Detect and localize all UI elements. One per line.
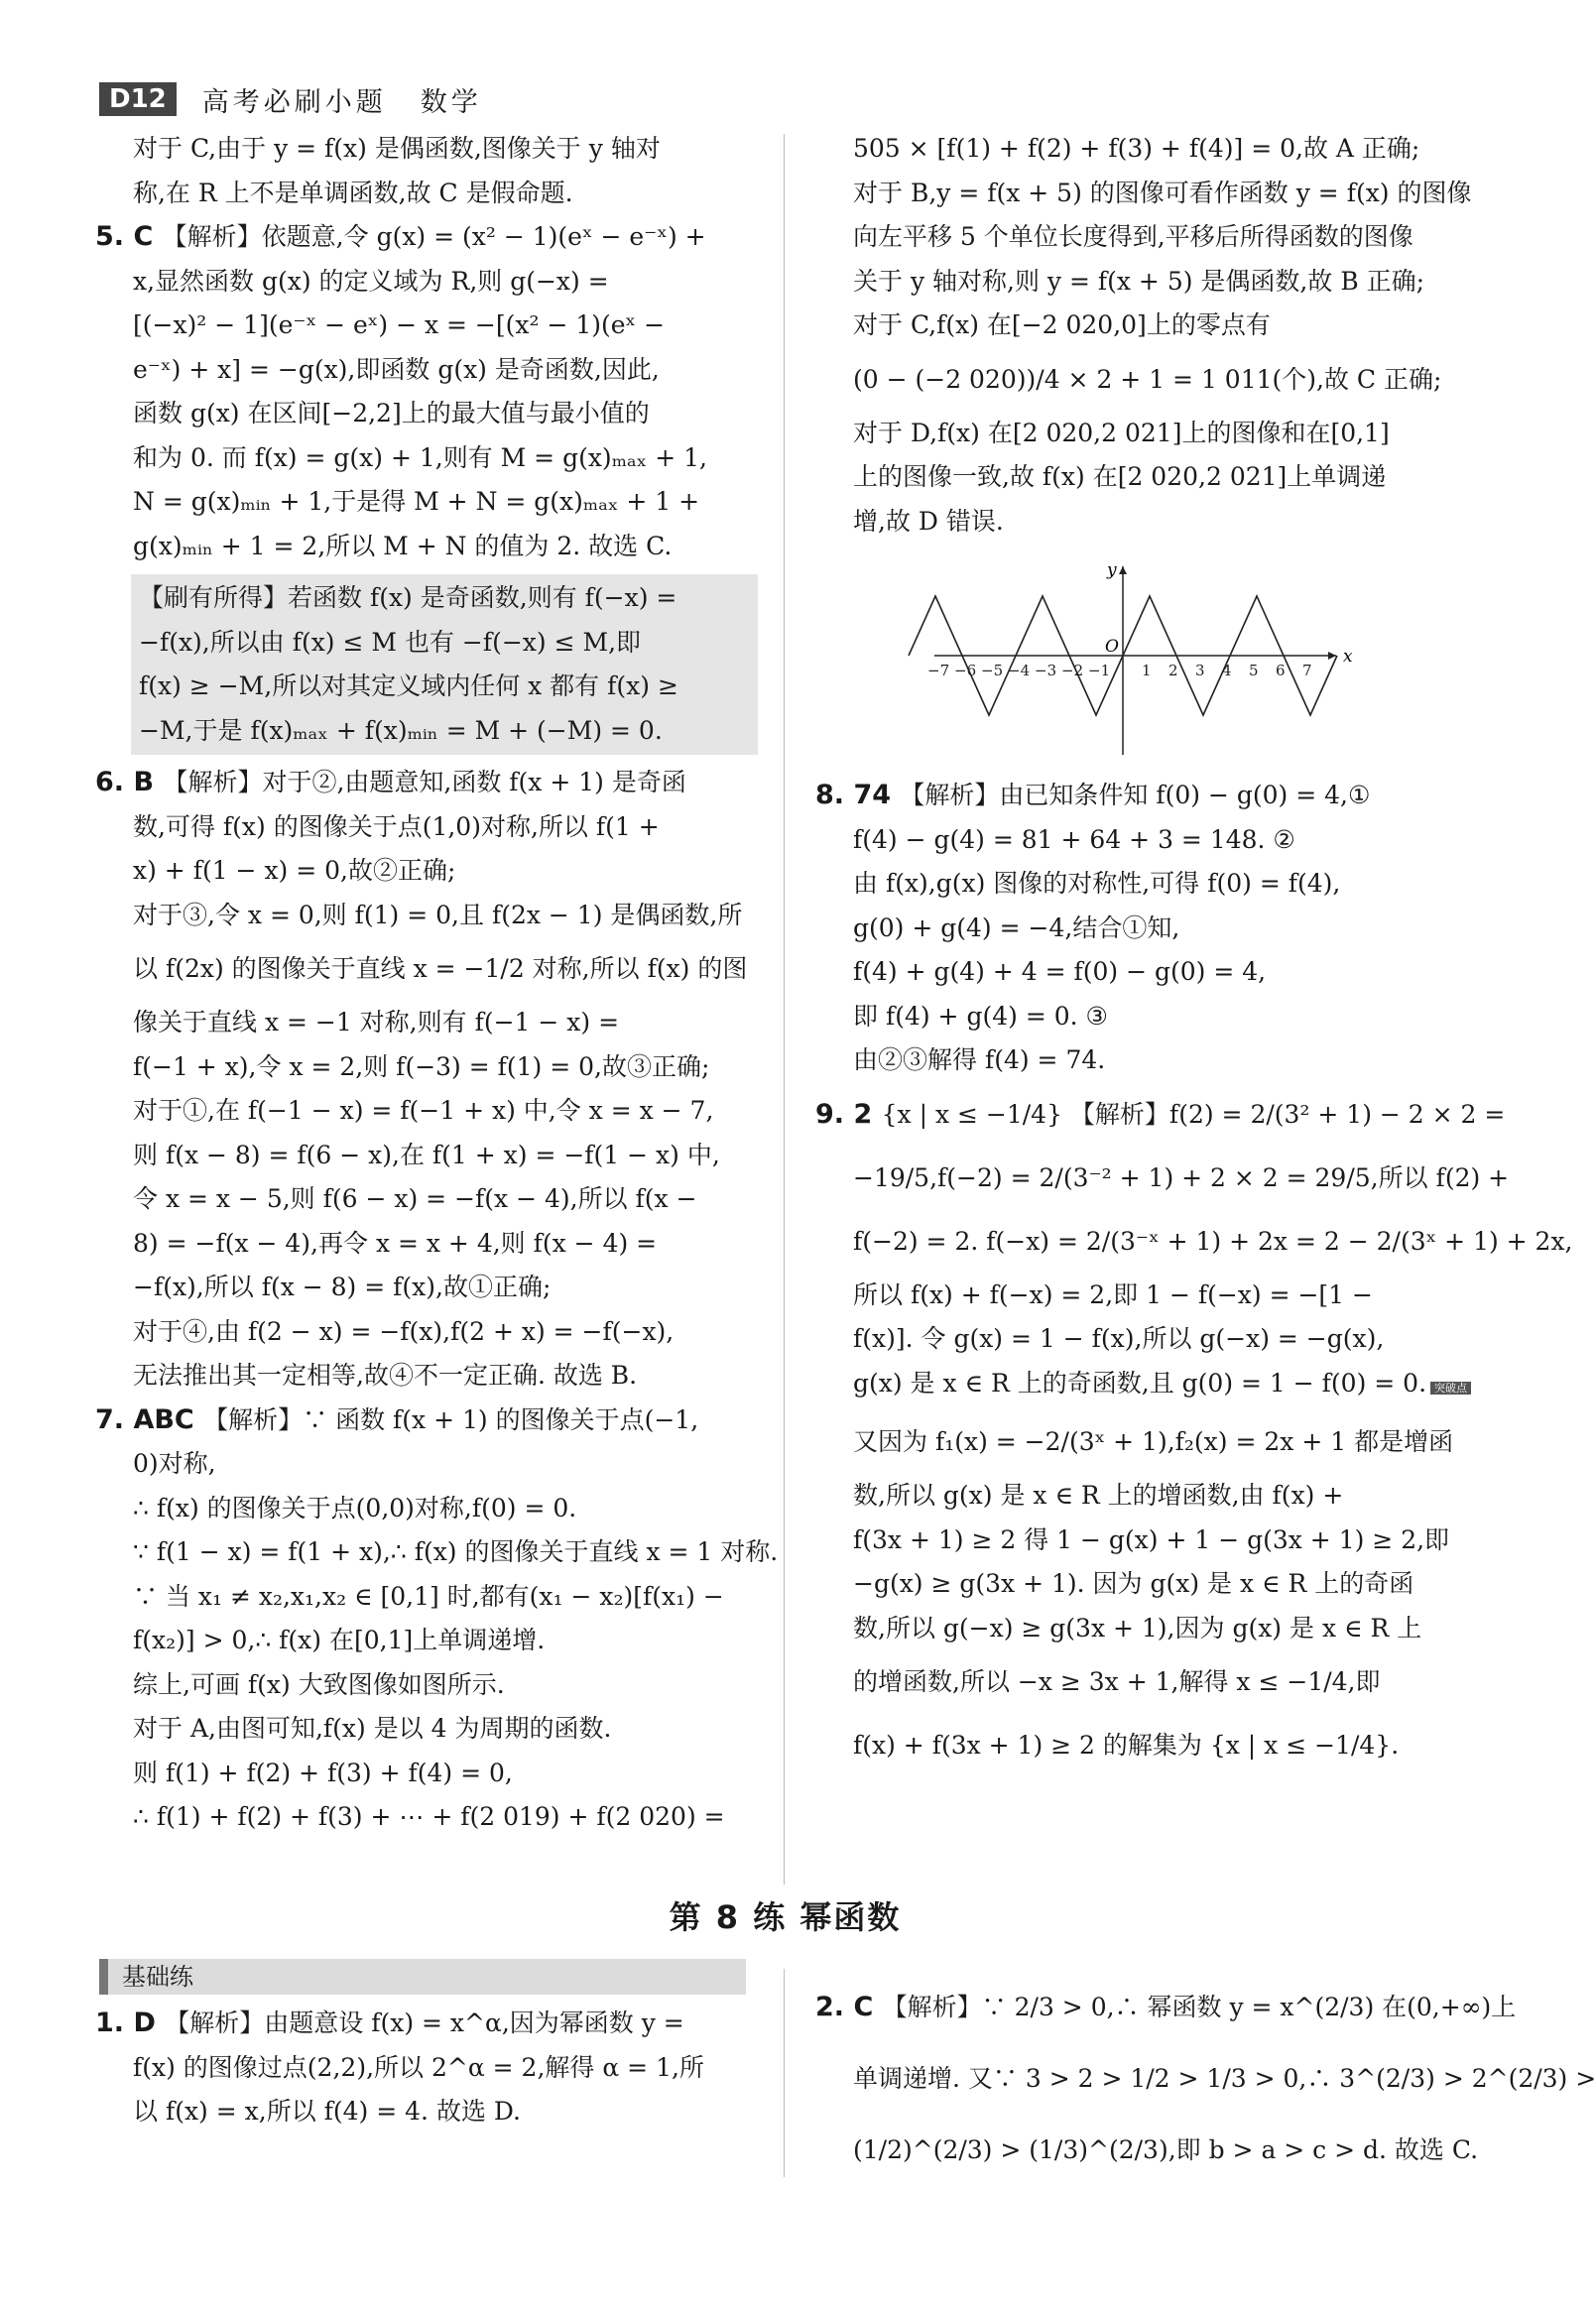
solution-text-line: [815, 348, 1470, 412]
solution-text-line: [815, 304, 1470, 348]
line-text: 则 f(1) + f(2) + f(3) + f(4) = 0,: [133, 1758, 513, 1787]
solution-text-line: [815, 500, 1470, 545]
line-text: 对于 B,y = f(x + 5) 的图像可看作函数 y = f(x) 的图像: [853, 178, 1472, 207]
answer-number: 1. D: [95, 2008, 166, 2038]
solution-text-line: [815, 1317, 1470, 1362]
line-text: 所以 f(x) + f(−x) = 2,即 1 − f(−x) = −[1 −: [853, 1279, 1373, 1309]
solution-text-line: [95, 304, 758, 348]
solution-text-line: [95, 1177, 758, 1222]
line-text: f(x) 的图像过点(2,2),所以 2^α = 2,解得 α = 1,所: [133, 2052, 704, 2082]
line-text: 关于 y 轴对称,则 y = f(x + 5) 是偶函数,故 B 正确;: [853, 266, 1425, 296]
line-text: 【解析】∵ 函数 f(x + 1) 的图像关于点(−1,: [203, 1404, 699, 1434]
section-title: 第 8 练 幂函数: [669, 1898, 902, 1936]
line-text: 对于③,令 x = 0,则 f(1) = 0,且 f(2x − 1) 是偶函数,所: [133, 900, 743, 929]
solution-text-line: [95, 805, 758, 850]
solution-text-line: [815, 1562, 1470, 1607]
x-tick-label: −7: [927, 662, 950, 679]
solution-text-line: [95, 1134, 758, 1178]
line-text: 和为 0. 而 f(x) = g(x) + 1,则有 M = g(x)ₘₐₓ + 1,: [133, 442, 707, 472]
solution-text-line: [95, 1442, 758, 1487]
x-tick-label: 3: [1195, 662, 1205, 679]
line-text: ∴ f(x) 的图像关于点(0,0)对称,f(0) = 0.: [133, 1493, 577, 1522]
solution-text-line: [95, 1530, 779, 1575]
solution-text-line: [95, 2090, 758, 2134]
solution-text-line: [815, 260, 1470, 304]
solution-text-line: [95, 1266, 758, 1310]
line-text: 综上,可画 f(x) 大致图像如图所示.: [133, 1669, 505, 1699]
solution-text-line: [815, 2115, 1479, 2186]
solution-text-line: [95, 1310, 758, 1355]
solution-text-line: [95, 1354, 758, 1399]
x-tick-label: 2: [1168, 662, 1178, 679]
x-tick-label: −2: [1061, 662, 1084, 679]
line-text: g(x)ₘᵢₙ + 1 = 2,所以 M + N 的值为 2. 故选 C.: [133, 531, 673, 560]
solution-text-line: [95, 1575, 758, 1620]
answer-number: 5. C: [95, 221, 163, 252]
line-text: 由 f(x),g(x) 图像的对称性,可得 f(0) = f(4),: [853, 869, 1341, 898]
line-text: 【解析】由题意设 f(x) = x^α,因为幂函数 y =: [165, 2008, 684, 2037]
right-column: [815, 127, 1573, 1777]
line-text: 即 f(4) + g(4) = 0. ③: [853, 1001, 1108, 1031]
solution-text-line: [815, 1714, 1470, 1777]
line-text: f(3x + 1) ≥ 2 得 1 − g(x) + 1 − g(3x + 1) ≥ 2,即: [853, 1524, 1450, 1554]
line-text: 令 x = x − 5,则 f(6 − x) = −f(x − 4),所以 f(x −: [133, 1184, 697, 1213]
line-text: f(4) − g(4) = 81 + 64 + 3 = 148. ②: [853, 824, 1295, 854]
solution-text-line: [815, 1210, 1573, 1274]
line-text: f(x) + f(3x + 1) ≥ 2 的解集为 {x | x ≤ −1/4}.: [853, 1731, 1400, 1760]
x-tick-label: −1: [1088, 662, 1111, 679]
line-text: 由②③解得 f(4) = 74.: [853, 1045, 1106, 1074]
solution-text-line: [815, 412, 1470, 456]
line-text: 8) = −f(x − 4),再令 x = x + 4,则 f(x − 4) =: [133, 1228, 658, 1258]
line-text: g(x) 是 x ∈ R 上的奇函数,且 g(0) = 1 − f(0) = 0.: [853, 1368, 1427, 1398]
x-tick-label: 5: [1249, 662, 1259, 679]
insight-box: [131, 574, 758, 755]
solution-text-line: [95, 1045, 758, 1090]
origin-label: O: [1105, 637, 1119, 657]
line-text: 数,所以 g(x) 是 x ∈ R 上的增函数,由 f(x) +: [853, 1481, 1344, 1510]
solution-text-line: [815, 1519, 1470, 1563]
solution-text-line: [815, 127, 1470, 172]
line-text: 0)对称,: [133, 1449, 216, 1478]
line-text: (1/2)^(2/3) > (1/3)^(2/3),即 b > a > c > d. 故选 C.: [853, 2135, 1479, 2164]
line-text: g(0) + g(4) = −4,结合①知,: [853, 913, 1180, 942]
bottom-right-column: [815, 1972, 1596, 2186]
line-text: {x | x ≤ −1/4} 【解析】f(2) = 2/(3² + 1) − 2 × 2 =: [881, 1099, 1506, 1129]
line-text: f(−2) = 2. f(−x) = 2/(3⁻ˣ + 1) + 2x = 2 − 2/(3ˣ + 1) + 2x,: [853, 1226, 1573, 1256]
solution-text-line: [815, 172, 1470, 216]
line-text: −19/5,f(−2) = 2/(3⁻² + 1) + 2 × 2 = 29/5,所以 f(2) +: [853, 1162, 1510, 1192]
solution-text-line: [95, 1089, 758, 1134]
line-text: f(x₂)] > 0,∴ f(x) 在[0,1]上单调递增.: [133, 1626, 546, 1654]
line-text: x) + f(1 − x) = 0,故②正确;: [133, 856, 456, 885]
page-number: D12: [99, 82, 177, 116]
answer-number: 6. B: [95, 767, 164, 797]
solution-heading-line: [95, 215, 758, 260]
subject-label: 数学: [420, 86, 482, 118]
line-text: 以 f(x) = x,所以 f(4) = 4. 故选 D.: [133, 2097, 521, 2126]
solution-text-line: [95, 1222, 758, 1267]
line-text: 像关于直线 x = −1 对称,则有 f(−1 − x) =: [133, 1008, 620, 1036]
solution-text-line: [815, 907, 1470, 951]
solution-text-line: [95, 849, 758, 894]
solution-text-line: [815, 1274, 1470, 1318]
solution-text-line: [95, 1795, 758, 1840]
x-tick-label: 6: [1276, 662, 1286, 679]
line-text: f(4) + g(4) + 4 = f(0) − g(0) = 4,: [853, 957, 1267, 986]
line-text: 对于 C,f(x) 在[−2 020,0]上的零点有: [853, 310, 1271, 339]
key-point-tag: 突破点: [1430, 1382, 1471, 1395]
solution-heading-line: [815, 774, 1470, 818]
solution-text-line: [815, 2043, 1596, 2115]
solution-text-line: [95, 260, 758, 304]
line-text: 则 f(x − 8) = f(6 − x),在 f(1 + x) = −f(1 − x) 中,: [133, 1140, 720, 1169]
solution-text-line: [95, 1752, 758, 1796]
solution-text-line: [95, 480, 758, 525]
x-axis-label: x: [1343, 647, 1353, 667]
line-text: 对于 D,f(x) 在[2 020,2 021]上的图像和在[0,1]: [853, 418, 1390, 447]
solution-heading-line: [815, 1083, 1506, 1147]
solution-text-line: [95, 1619, 758, 1663]
line-text: 对于④,由 f(2 − x) = −f(x),f(2 + x) = −f(−x),: [133, 1316, 675, 1346]
solution-text-line: [815, 862, 1470, 907]
line-text: 【解析】由已知条件知 f(0) − g(0) = 4,①: [900, 781, 1371, 809]
solution-text-line: [815, 1038, 1470, 1083]
solution-text-line: [95, 348, 758, 393]
line-text: 增,故 D 错误.: [853, 506, 1004, 536]
solution-heading-line: [95, 2002, 758, 2046]
solution-text-line: [815, 818, 1470, 863]
solution-text-line: [815, 1410, 1470, 1474]
line-text: 505 × [f(1) + f(2) + f(3) + f(4)] = 0,故 A 正确;: [853, 134, 1420, 163]
insight-line: −M,于是 f(x)ₘₐₓ + f(x)ₘᵢₙ = M + (−M) = 0.: [139, 715, 663, 745]
solution-text-line: [815, 215, 1470, 260]
line-text: f(x)]. 令 g(x) = 1 − f(x),所以 g(−x) = −g(x),: [853, 1324, 1385, 1353]
line-text: −f(x),所以 f(x − 8) = f(x),故①正确;: [133, 1273, 552, 1301]
x-tick-label: 1: [1142, 662, 1152, 679]
insight-line: −f(x),所以由 f(x) ≤ M 也有 −f(−x) ≤ M,即: [139, 627, 642, 657]
line-text: 的增函数,所以 −x ≥ 3x + 1,解得 x ≤ −1/4,即: [853, 1667, 1381, 1696]
solution-text-line: [815, 1362, 1470, 1411]
x-tick-label: −4: [1008, 662, 1031, 679]
solution-text-line: [95, 1663, 758, 1708]
solution-text-line: [95, 1001, 758, 1045]
line-text: x,显然函数 g(x) 的定义域为 R,则 g(−x) =: [133, 266, 609, 296]
column-divider: [784, 1969, 785, 2177]
solution-text-line: [95, 894, 758, 938]
line-text: 对于 A,由图可知,f(x) 是以 4 为周期的函数.: [133, 1714, 612, 1743]
y-arrow: [1119, 566, 1127, 574]
x-tick-label: 4: [1222, 662, 1232, 679]
line-text: 【解析】依题意,令 g(x) = (x² − 1)(eˣ − e⁻ˣ) +: [162, 222, 706, 251]
solution-text-line: [95, 392, 758, 436]
line-text: [(−x)² − 1](e⁻ˣ − eˣ) − x = −[(x² − 1)(eˣ −: [133, 310, 666, 339]
line-text: 数,所以 g(−x) ≥ g(3x + 1),因为 g(x) 是 x ∈ R 上: [853, 1613, 1422, 1643]
line-text: 单调递增. 又∵ 3 > 2 > 1/2 > 1/3 > 0,∴ 3^(2/3) > 2^(2/3) >: [853, 2064, 1596, 2093]
x-tick-label: 7: [1302, 662, 1312, 679]
line-text: 向左平移 5 个单位长度得到,平移后所得函数的图像: [853, 222, 1413, 251]
left-column: [95, 127, 779, 1840]
line-text: f(−1 + x),令 x = 2,则 f(−3) = f(1) = 0,故③正确;: [133, 1051, 710, 1081]
line-text: 上的图像一致,故 f(x) 在[2 020,2 021]上单调递: [853, 462, 1387, 491]
line-text: 对于 C,由于 y = f(x) 是偶函数,图像关于 y 轴对: [133, 134, 661, 163]
section-label: 基础练: [99, 1959, 746, 1995]
page-header: [99, 79, 482, 119]
solution-text-line: [95, 436, 758, 481]
solution-text-line: [815, 1147, 1510, 1210]
y-axis-label: y: [1107, 560, 1117, 580]
line-text: −g(x) ≥ g(3x + 1). 因为 g(x) 是 x ∈ R 上的奇函: [853, 1569, 1414, 1598]
solution-heading-line: [95, 1399, 758, 1443]
solution-text-line: [95, 525, 758, 569]
bottom-left-column: [95, 2002, 758, 2134]
answer-number: 8. 74: [815, 780, 901, 810]
solution-text-line: [815, 950, 1470, 995]
line-text: ∵ 当 x₁ ≠ x₂,x₁,x₂ ∈ [0,1] 时,都有(x₁ − x₂)[f(x₁) −: [133, 1581, 724, 1611]
line-text: (0 − (−2 020))/4 × 2 + 1 = 1 011(个),故 C 正确;: [853, 364, 1442, 394]
line-text: 【解析】∵ 2/3 > 0,∴ 幂函数 y = x^(2/3) 在(0,+∞)上: [882, 1993, 1517, 2021]
x-tick-label: −5: [981, 662, 1004, 679]
line-text: 又因为 f₁(x) = −2/(3ˣ + 1),f₂(x) = 2x + 1 都是增函: [853, 1427, 1454, 1456]
solution-heading-line: [815, 1972, 1517, 2043]
answer-number: 7. ABC: [95, 1403, 204, 1435]
line-text: 【解析】对于②,由题意知,函数 f(x + 1) 是奇函: [163, 768, 686, 796]
line-text: e⁻ˣ) + x] = −g(x),即函数 g(x) 是奇函数,因此,: [133, 354, 660, 384]
solution-text-line: [95, 1707, 758, 1752]
insight-line: f(x) ≥ −M,所以对其定义域内任何 x 都有 f(x) ≥: [139, 671, 678, 700]
line-text: N = g(x)ₘᵢₙ + 1,于是得 M + N = g(x)ₘₐₓ + 1 +: [133, 487, 700, 516]
solution-text-line: [815, 1607, 1470, 1651]
solution-text-line: [95, 172, 758, 216]
line-text: 对于①,在 f(−1 − x) = f(−1 + x) 中,令 x = x − 7,: [133, 1096, 714, 1125]
function-graph: [924, 561, 1470, 764]
column-divider: [784, 134, 785, 1885]
line-text: 函数 g(x) 在区间[−2,2]上的最大值与最小值的: [133, 399, 650, 427]
solution-heading-line: [95, 761, 758, 805]
solution-text-line: [815, 1474, 1470, 1519]
solution-text-line: [95, 937, 758, 1001]
solution-text-line: [815, 995, 1470, 1039]
line-text: 无法推出其一定相等,故④不一定正确. 故选 B.: [133, 1361, 638, 1390]
x-arrow: [1328, 652, 1336, 660]
line-text: 以 f(2x) 的图像关于直线 x = −1/2 对称,所以 f(x) 的图: [133, 954, 748, 983]
solution-text-line: [95, 2046, 758, 2091]
line-text: ∵ f(1 − x) = f(1 + x),∴ f(x) 的图像关于直线 x = 1 对称.: [133, 1537, 779, 1566]
x-tick-label: −6: [954, 662, 977, 679]
line-text: 数,可得 f(x) 的图像关于点(1,0)对称,所以 f(1 +: [133, 811, 660, 841]
solution-text-line: [95, 1487, 758, 1531]
solution-text-line: [815, 455, 1470, 500]
answer-number: 9. 2: [815, 1098, 882, 1130]
insight-line: 【刷有所得】若函数 f(x) 是奇函数,则有 f(−x) =: [139, 583, 677, 612]
line-text: 称,在 R 上不是单调函数,故 C 是假命题.: [133, 178, 573, 207]
solution-text-line: [815, 1650, 1470, 1714]
answer-number: 2. C: [815, 1992, 883, 2022]
solution-text-line: [95, 127, 758, 172]
line-text: ∴ f(1) + f(2) + f(3) + ⋯ + f(2 019) + f(2 020) =: [133, 1802, 725, 1831]
book-title: 高考必刷小题: [201, 86, 387, 118]
x-tick-label: −3: [1035, 662, 1057, 679]
